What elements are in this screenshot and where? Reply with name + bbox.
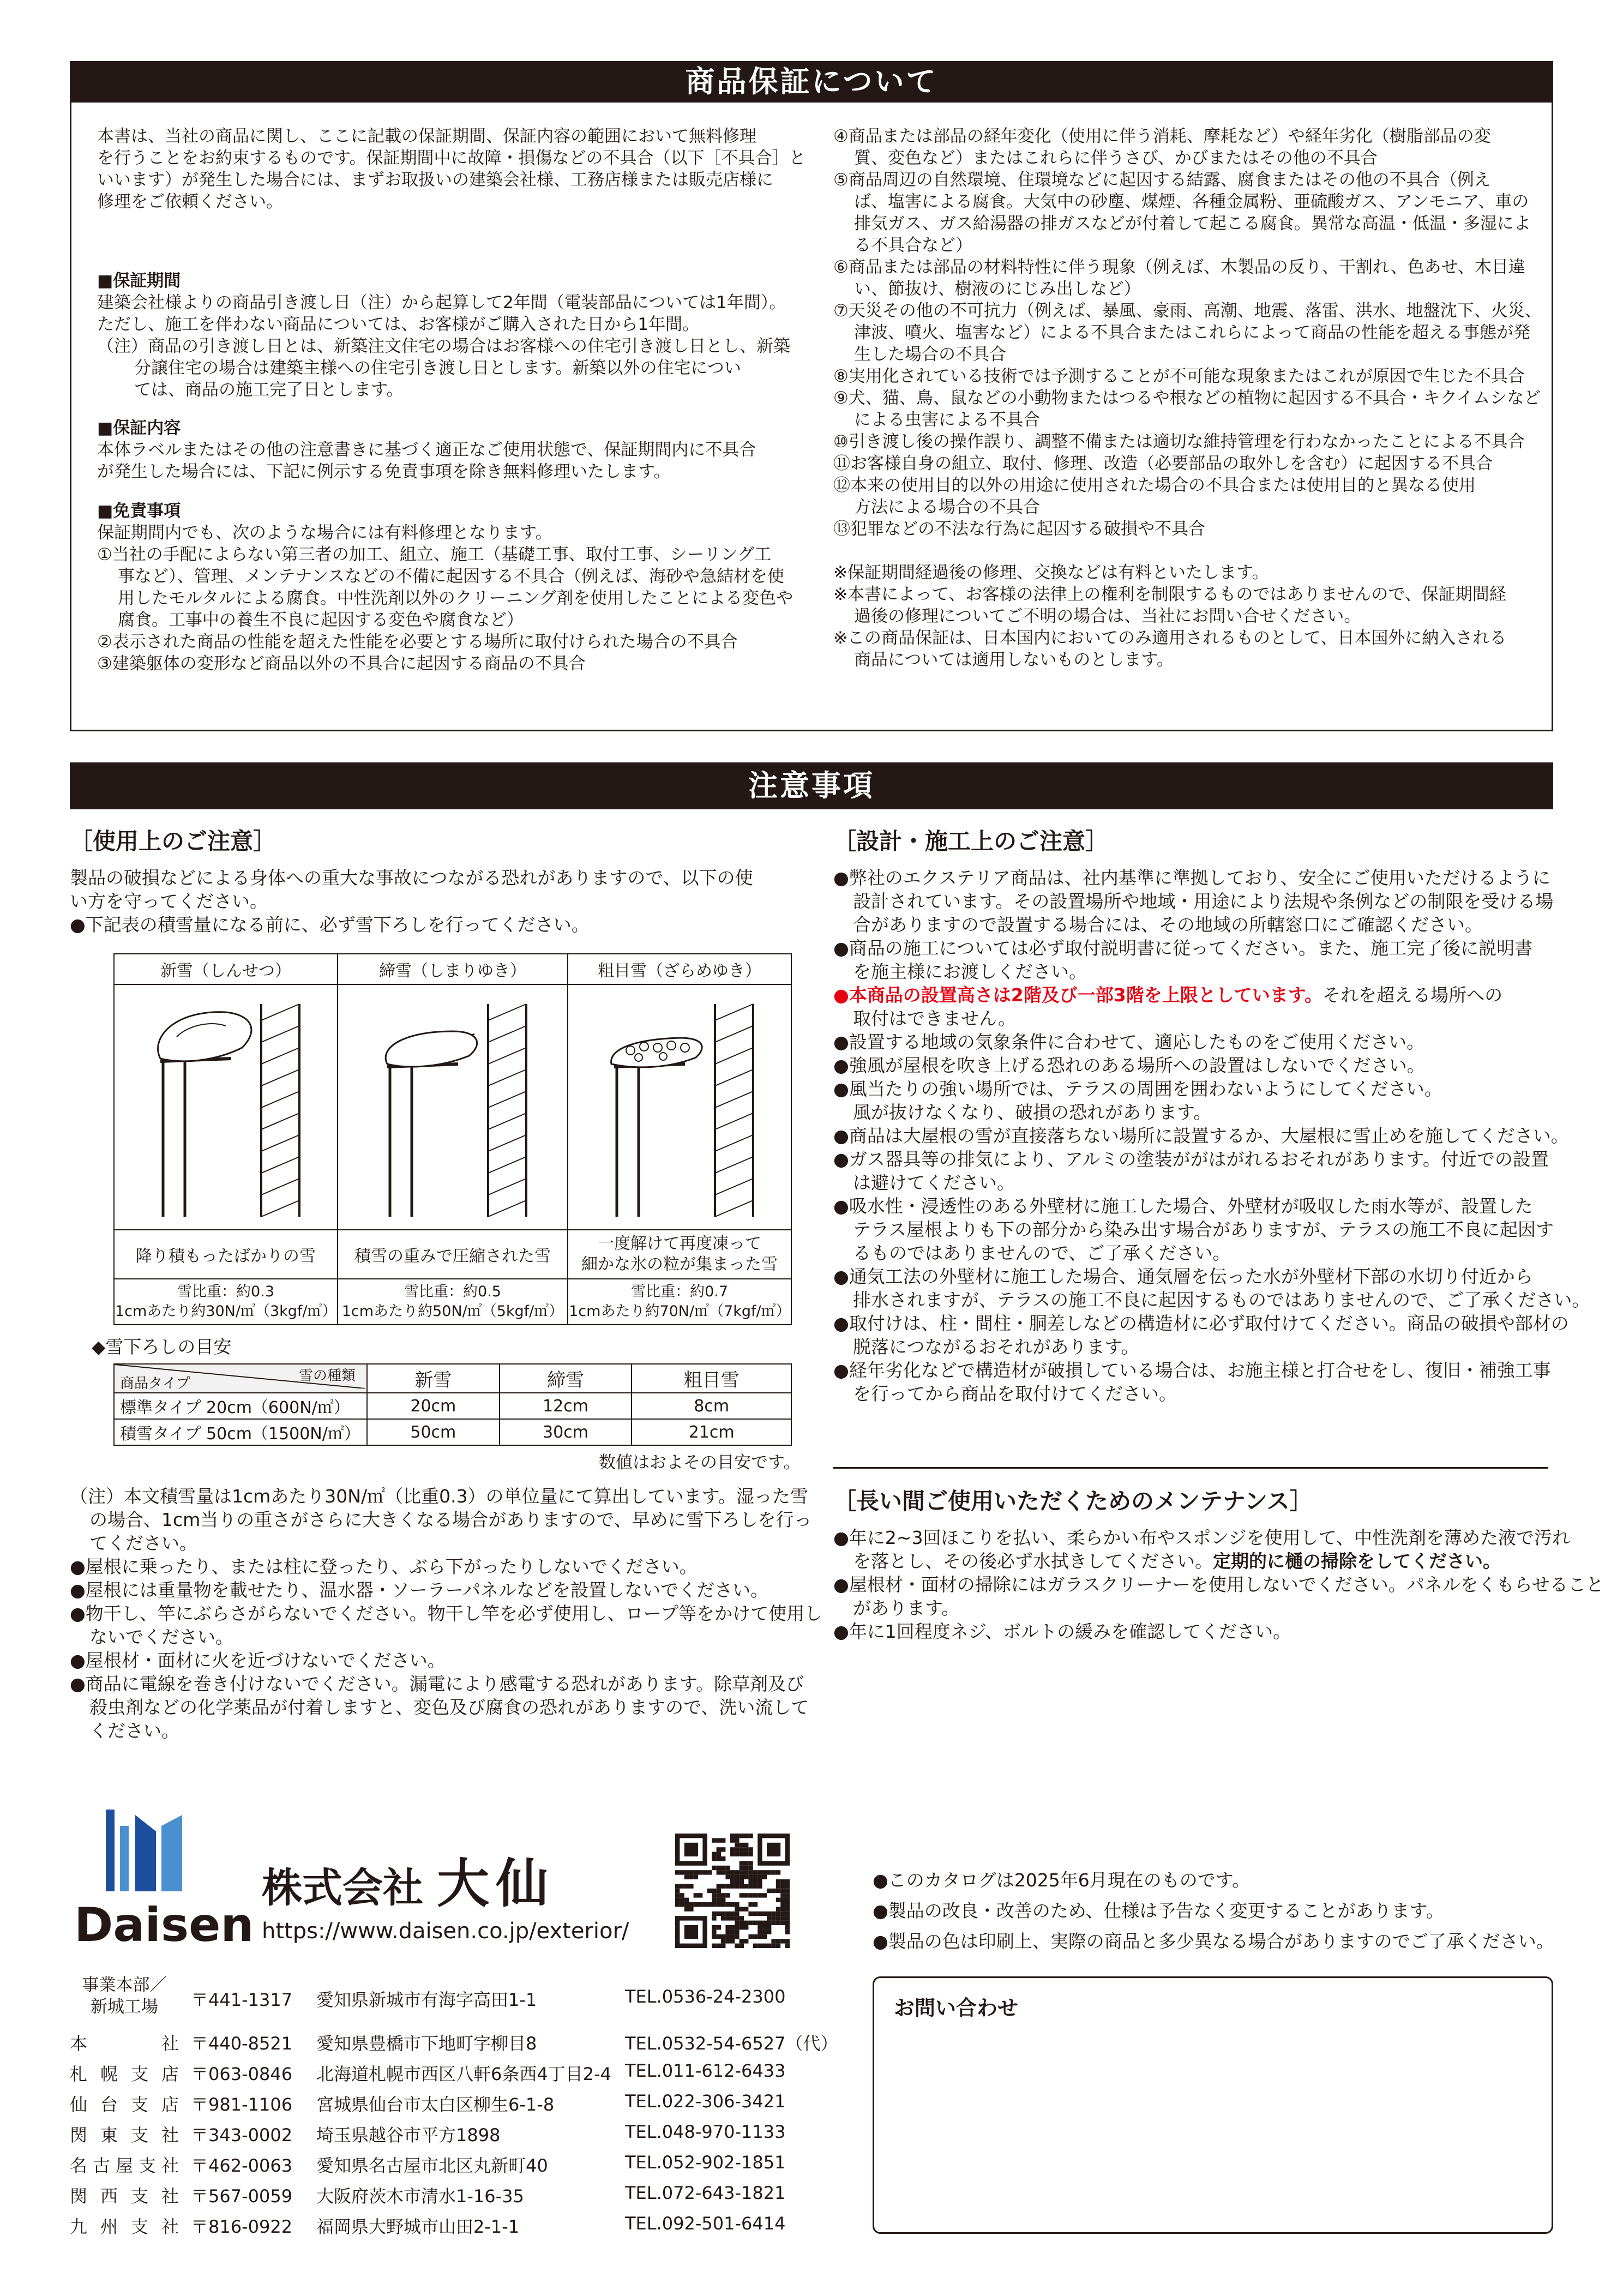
office-zip: 〒462-0063 [191, 2155, 293, 2176]
office-address: 埼玉県越谷市平方1898 [316, 2125, 501, 2145]
usage-line: てください。 [89, 1532, 197, 1554]
usage-line: ●屋根に乗ったり、または柱に登ったり、ぶら下がったりしないでください。 [70, 1556, 698, 1577]
warranty-right-column [833, 125, 1542, 671]
maintenance-line-a: を落とし、その後必ず水拭きしてください。 [853, 1550, 1213, 1572]
design-line: テラス屋根よりも下の部分から染み出す場合がありますが、テラスの施工不良に起因す [853, 1219, 1554, 1240]
content-line: が発生した場合には、下記に例示する免責事項を除き無料修理いたします。 [97, 462, 671, 482]
design-line: ●強風が屋根を吹き上げる恐れのある場所への設置はしないでください。 [833, 1055, 1425, 1076]
office-address: 大阪府茨木市清水1-16-35 [316, 2186, 524, 2207]
office-zip: 〒441-1317 [191, 1990, 293, 2010]
maintenance-line [833, 1549, 1553, 1573]
office-name-line: 事業本部／ [82, 1975, 167, 1995]
usage-line: の場合、1cm当りの重さがさらに大きくなる場合がありますので、早めに雪下ろしを行っ [89, 1509, 812, 1530]
design-line: ●通気工法の外壁材に施工した場合、通気層を伝った水が外壁材下部の水切り付近から [833, 1266, 1533, 1287]
office-row [70, 1974, 855, 2024]
office-tel: TEL.0532-54-6527（代） [625, 2033, 838, 2054]
warranty-intro-line: 修理をご依頼ください。 [97, 192, 283, 212]
design-line: ●弊社のエクステリア商品は、社内基準に準拠しており、安全にご使用いただけるように [833, 867, 1550, 888]
exempt-item-line: ⑬犯罪などの不法な行為に起因する破損や不具合 [833, 519, 1205, 539]
snow-gravity: 雪比重：約0.5 [404, 1283, 501, 1300]
design-line: ●商品の施工については必ず取付説明書に従ってください。また、施工完了後に説明書 [833, 937, 1533, 959]
usage-line: ないでください。 [89, 1626, 233, 1648]
guide-heading: ◆雪下ろしの目安 [92, 1336, 232, 1357]
office-rows [70, 2024, 855, 2238]
gutter-cleaning-emphasis: 定期的に樋の掃除をしてください。 [1213, 1550, 1501, 1572]
exempt-item-line: による虫害による不具合 [854, 410, 1040, 430]
office-tel: TEL.052-902-1851 [625, 2152, 786, 2173]
usage-heading: ［使用上のご注意］ [70, 828, 276, 855]
design-line: 合がありますので設置する場合には、その地域の所轄窓口にご確認ください。 [853, 914, 1483, 935]
maintenance-line: ●屋根材・面材の掃除にはガラスクリーナーを使用しないでください。パネルをくもらせること [833, 1574, 1604, 1595]
exempt-item-line: ⑪お客様自身の組立、取付、修理、改造（必要部品の取外しを含む）に起因する不具合 [833, 454, 1493, 473]
office-zip: 〒567-0059 [191, 2186, 293, 2207]
design-line: るものではありませんので、ご了承ください。 [853, 1242, 1231, 1264]
maintenance-heading: ［長い間ご使用いただくためのメンテナンス］ [833, 1488, 1313, 1514]
qr-code[interactable] [675, 1834, 790, 1948]
snow-header-new: 新雪（しんせつ） [114, 954, 338, 984]
maintenance-line: があります。 [853, 1597, 960, 1619]
office-name: 関 東 支 社 [70, 2125, 179, 2145]
design-line: ●取付けは、柱・間柱・胴差しなどの構造材に必ず取付けてください。商品の破損や部材の [833, 1313, 1569, 1334]
office-row [70, 2055, 855, 2085]
office-name: 札 幌 支 店 [70, 2064, 179, 2084]
warranty-note: ※本書によって、お客様の法律上の権利を制限するものではありませんので、保証期間経 [833, 585, 1506, 604]
company-name-main: 大仙 [437, 1853, 555, 1914]
exempt-item-line: ⑤商品周辺の自然環境、住環境などに起因する結露、腐食またはその他の不具合（例え [833, 170, 1491, 190]
office-row [70, 2116, 855, 2147]
warranty-note: ※この商品保証は、日本国内においてのみ適用されるものとして、日本国外に納入される [833, 628, 1507, 648]
usage-line: ●屋根には重量物を載せたり、温水器・ソーラーパネルなどを設置しないでください。 [70, 1579, 769, 1601]
exempt-item-line: 津波、噴火、塩害など）による不具合またはこれらによって商品の性能を超える事態が発 [854, 323, 1530, 342]
period-line: ては、商品の施工完了日とします。 [134, 380, 404, 400]
warranty-note: ※保証期間経過後の修理、交換などは有料といたします。 [833, 563, 1269, 582]
snow-desc-granular-line2: 細かな氷の粒が集まった雪 [581, 1255, 778, 1274]
catalog-note: ●このカタログは2025年6月現在のものです。 [873, 1870, 1251, 1891]
exempt-line: 腐食。工事中の養生不良に起因する変色や腐食など） [118, 610, 524, 630]
exempt-item-line: ば、塩害による腐食。大気中の砂塵、煤煙、各種金属粉、亜硫酸ガス、アンモニア、車の [854, 192, 1529, 212]
office-zip: 〒981-1106 [191, 2094, 293, 2115]
caution-title: 注意事項 [748, 768, 875, 803]
guide-cell: 50cm [367, 1419, 500, 1445]
design-line: ●ガス器具等の排気により、アルミの塗装ががはがれるおそれがあります。付近での設置 [833, 1149, 1549, 1170]
design-line: 設計されています。その設置場所や地域・用途により法規や条例などの制限を受ける場 [853, 891, 1554, 912]
design-line: ●吸水性・浸透性のある外壁材に施工した場合、外壁材が吸収した雨水等が、設置した [833, 1195, 1533, 1217]
office-zip: 〒343-0002 [191, 2125, 293, 2145]
usage-intro-line: ●下記表の積雪量になる前に、必ず雪下ろしを行ってください。 [70, 914, 590, 935]
period-line: ただし、施工を伴わない商品については、お客様がご購入された日から1年間。 [97, 315, 700, 334]
warranty-intro-line: いいます）が発生した場合には、まずお取扱いの建築会社様、工務店様または販売店様に [97, 170, 773, 190]
design-warning-tail: それを超える場所への [1323, 984, 1503, 1006]
snow-desc-new: 降り積もったばかりの雪 [114, 1230, 338, 1279]
guide-corner-bottom: 商品タイプ [120, 1375, 190, 1392]
exempt-item-line: ⑨犬、猫、鳥、鼠などの小動物またはつるや根などの植物に起因する不具合・キクイムシなど [833, 388, 1541, 408]
office-tel: TEL.048-970-1133 [625, 2121, 786, 2142]
exempt-item-line: 排気ガス、ガス給湯器の排ガスなどが付着して起こる腐食。異常な高温・低温・多湿によ [854, 214, 1531, 233]
office-tel: TEL.092-501-6414 [625, 2213, 786, 2234]
period-line: 建築会社様よりの商品引き渡し日（注）から起算して2年間（電装部品については1年間）。 [97, 293, 786, 312]
office-zip: 〒440-8521 [191, 2033, 293, 2054]
office-row [70, 2177, 855, 2208]
office-zip: 〒816-0922 [191, 2216, 293, 2237]
guide-col-new: 新雪 [367, 1364, 500, 1393]
office-address: 宮城県仙台市太白区柳生6-1-8 [316, 2094, 555, 2115]
office-address: 愛知県豊橋市下地町字柳目8 [316, 2033, 537, 2054]
usage-line: ●物干し、竿にぶらさがらないでください。物干し竿を必ず使用し、ロープ等をかけて使用し [70, 1603, 823, 1624]
warranty-intro-line: を行うことをお約束するものです。保証期間中に故障・損傷などの不具合（以下［不具合］と [97, 148, 806, 168]
guide-cell: 12cm [500, 1393, 632, 1419]
guide-corner-cell [114, 1364, 367, 1393]
guide-row-label: 標準タイプ 20cm（600N/㎡） [114, 1393, 367, 1419]
office-name-line: 新城工場 [91, 1997, 158, 2017]
exempt-item-line: 方法による場合の不具合 [854, 497, 1040, 517]
snow-spec-compact [338, 1279, 568, 1325]
company-name [262, 1842, 555, 1917]
design-line: ●風当たりの強い場所では、テラスの周囲を囲わないようにしてください。 [833, 1078, 1442, 1099]
catalog-notes [873, 1865, 1554, 1957]
snow-spec-new [114, 1279, 338, 1325]
guide-cell: 8cm [632, 1393, 791, 1419]
exempt-item-line: ⑦天災その他の不可抗力（例えば、暴風、豪雨、高潮、地震、落雷、洪水、地盤沈下、火災、 [833, 301, 1542, 321]
exempt-item-line: ⑫本来の使用目的以外の用途に使用された場合の不具合または使用目的と異なる使用 [833, 476, 1476, 495]
maintenance-section [833, 1483, 1604, 1643]
exempt-item-line: ⑥商品または部品の材料特性に伴う現象（例えば、木製品の反り、干割れ、色あせ、木目違 [833, 257, 1525, 277]
exempt-line: 保証期間内でも、次のような場合には有料修理となります。 [97, 523, 552, 543]
snow-type-table [113, 953, 792, 1325]
office-address: 福岡県大野城市山田2-1-1 [316, 2216, 520, 2237]
warranty-note: 商品については適用しないものとします。 [854, 650, 1174, 670]
warranty-title-bar [70, 61, 1553, 103]
catalog-note: ●製品の色は印刷上、実際の商品と多少異なる場合がありますのでご了承ください。 [873, 1931, 1554, 1952]
usage-intro-line: い方を守ってください。 [70, 891, 268, 912]
office-zip: 〒063-0846 [191, 2064, 293, 2084]
snow-roof-illustration [598, 988, 761, 1222]
office-tel: TEL.072-643-1821 [625, 2183, 786, 2203]
usage-line: ●商品に電線を巻き付けないでください。漏電により感電する恐れがあります。除草剤及び [70, 1673, 804, 1694]
design-line: 風が抜けなくなり、破損の恐れがあります。 [853, 1102, 1212, 1123]
maintenance-line: ●年に2~3回ほこりを払い、柔らかい布やスポンジを使用して、中性洗剤を薄めた液で汚れ [833, 1527, 1570, 1548]
guide-cell: 21cm [632, 1419, 791, 1445]
exempt-item-line: る不具合など） [854, 236, 972, 255]
usage-section [70, 824, 795, 936]
design-warning-line [833, 983, 1553, 1007]
office-row [70, 2208, 855, 2238]
snow-illustration-compact [338, 984, 568, 1230]
exempt-heading: ■免責事項 [97, 501, 181, 521]
exempt-item-line: ⑩引き渡し後の操作誤り、調整不備または適切な維持管理を行わなかったことによる不具合 [833, 432, 1525, 452]
design-line: を行ってから商品を取付けてください。 [853, 1383, 1177, 1404]
snow-load: 1cmあたり約70N/㎡（7kgf/㎡） [569, 1303, 791, 1320]
snow-header-compact: 締雪（しまりゆき） [338, 954, 568, 984]
guide-col-compact: 締雪 [500, 1364, 632, 1393]
design-section [833, 824, 1590, 1405]
office-tel: TEL.011-612-6433 [625, 2060, 786, 2081]
usage-intro-line: 製品の破損などによる身体への重大な事故につながる恐れがありますので、以下の使 [70, 867, 753, 888]
divider [833, 1467, 1548, 1469]
contact-box [873, 1976, 1553, 2234]
office-tel: TEL.0536-24-2300 [625, 1986, 786, 2007]
exempt-item-line: ⑧実用化されている技術では予測することが不可能な現象またはこれが原因で生じた不具合 [833, 366, 1525, 386]
guide-col-granular: 粗目雪 [632, 1364, 791, 1393]
snow-illustration-new [114, 984, 338, 1230]
design-line: 脱落につながるおそれがあります。 [853, 1336, 1139, 1357]
company-name-prefix: 株式会社 [262, 1865, 423, 1912]
office-list [70, 1974, 855, 2238]
snow-gravity: 雪比重：約0.3 [177, 1283, 274, 1300]
snow-roof-illustration [144, 988, 308, 1222]
office-address: 愛知県名古屋市北区丸新町40 [316, 2155, 548, 2176]
qr-code-icon [675, 1834, 790, 1948]
office-name: 九 州 支 社 [70, 2216, 179, 2237]
usage-line: （注）本文積雪量は1cmあたり30N/㎡（比重0.3）の単位量にて算出しています。湿った雪 [70, 1486, 808, 1507]
warranty-intro-line: 本書は、当社の商品に関し、ここに記載の保証期間、保証内容の範囲において無料修理 [97, 127, 756, 146]
content-heading: ■保証内容 [97, 418, 181, 438]
exempt-item-line: 質、変色など）またはこれらに伴うさび、かびまたはその他の不具合 [854, 148, 1378, 168]
snow-roof-illustration [371, 988, 534, 1222]
snow-desc-compact: 積雪の重みで圧縮された雪 [338, 1230, 568, 1279]
office-address: 愛知県新城市有海字高田1-1 [316, 1990, 537, 2010]
warranty-intro [97, 125, 806, 213]
office-tel: TEL.022-306-3421 [625, 2091, 786, 2112]
exempt-item-line: い、節抜け、樹液のにじみ出しなど） [854, 279, 1141, 299]
office-address: 北海道札幌市西区八軒6条西4丁目2-4 [316, 2064, 611, 2084]
period-line: （注）商品の引き渡し日とは、新築注文住宅の場合はお客様への住宅引き渡し日とし、新築 [97, 336, 790, 356]
office-row [70, 2085, 855, 2116]
warranty-left-column [97, 125, 806, 675]
period-heading: ■保証期間 [97, 271, 181, 291]
guide-cell: 20cm [367, 1393, 500, 1419]
snow-spec-granular [568, 1279, 791, 1325]
snow-load: 1cmあたり約30N/㎡（3kgf/㎡） [115, 1303, 337, 1320]
snow-desc-granular [568, 1230, 791, 1279]
warranty-title: 商品保証について [685, 64, 938, 99]
office-name: 名古屋支社 [70, 2155, 179, 2176]
snow-load: 1cmあたり約50N/㎡（5kgf/㎡） [341, 1303, 564, 1320]
snow-illustration-granular [568, 984, 791, 1230]
daisen-logo-text: Daisen [74, 1898, 254, 1952]
office-name: 関 西 支 社 [70, 2186, 179, 2207]
exempt-line: ①当社の手配によらない第三者の加工、組立、施工（基礎工事、取付工事、シーリング工 [97, 545, 772, 564]
guide-cell: 30cm [500, 1419, 632, 1445]
snow-header-granular: 粗目雪（ざらめゆき） [568, 954, 791, 984]
design-line: を施主様にお渡しください。 [853, 961, 1087, 982]
usage-line: ください。 [89, 1720, 179, 1741]
exempt-line: 用したモルタルによる腐食。中性洗剤以外のクリーニング剤を使用したことによる変色や [118, 588, 794, 608]
exempt-item-line: ④商品または部品の経年変化（使用に伴う消耗、摩耗など）や経年劣化（樹脂部品の変 [833, 127, 1491, 146]
office-name: 本 社 [70, 2033, 179, 2054]
guide-row-label: 積雪タイプ 50cm（1500N/㎡） [114, 1419, 367, 1445]
exempt-line: 事など）、管理、メンテナンスなどの不備に起因する不具合（例えば、海砂や急結材を使 [118, 567, 785, 586]
exempt-line: ③建築躯体の変形など商品以外の不具合に起因する商品の不具合 [97, 654, 586, 674]
installation-height-warning: ●本商品の設置高さは2階及び一部3階を上限としています。 [833, 984, 1323, 1006]
office-row [70, 2024, 855, 2055]
caution-title-bar [70, 762, 1553, 809]
period-line: 分譲住宅の場合は建築主様への住宅引き渡し日とします。新築以外の住宅につい [134, 358, 741, 378]
warranty-note: 過後の修理についてご不明の場合は、当社にお問い合せください。 [854, 606, 1361, 626]
snow-gravity: 雪比重：約0.7 [631, 1283, 729, 1300]
usage-notes [70, 1484, 823, 1742]
snow-desc-granular-line1: 一度解けて再度凍って [598, 1234, 762, 1253]
design-line: 排水されますが、テラスの施工不良に起因するものではありませんので、ご了承ください。 [853, 1289, 1590, 1311]
design-line: は避けてください。 [853, 1172, 1015, 1193]
usage-line: 殺虫剤などの化学薬品が付着しますと、変色及び腐食の恐れがありますので、洗い流して [89, 1697, 809, 1718]
contact-label: お問い合わせ [894, 1996, 1019, 2020]
guide-note: 数値はおよその目安です。 [599, 1453, 801, 1472]
design-line: ●経年劣化などで構造材が破損している場合は、お施主様と打合せをし、復旧・補強工事 [833, 1360, 1551, 1381]
office-name [70, 1974, 179, 2018]
guide-corner-top: 雪の種類 [298, 1368, 356, 1384]
design-line: ●設置する地域の気象条件に合わせて、適応したものをご使用ください。 [833, 1031, 1425, 1053]
design-line: 取付はできません。 [853, 1008, 1016, 1029]
content-line: 本体ラベルまたはその他の注意書きに基づく適正なご使用状態で、保証期間内に不具合 [97, 440, 756, 460]
usage-line: ●屋根材・面材に火を近づけないでください。 [70, 1650, 446, 1671]
maintenance-line: ●年に1回程度ネジ、ボルトの緩みを確認してください。 [833, 1621, 1291, 1642]
company-url[interactable]: https://www.daisen.co.jp/exterior/ [262, 1919, 629, 1944]
design-line: ●商品は大屋根の雪が直接落ちない場所に設置するか、大屋根に雪止めを施してください。 [833, 1125, 1569, 1146]
snow-removal-guide-table [113, 1363, 792, 1446]
exempt-line: ②表示された商品の性能を超えた性能を必要とする場所に取付けられた場合の不具合 [97, 632, 738, 652]
exempt-item-line: 生した場合の不具合 [854, 345, 1006, 364]
office-name: 仙 台 支 店 [70, 2094, 179, 2115]
daisen-logo [74, 1810, 254, 1957]
office-row [70, 2147, 855, 2177]
design-heading: ［設計・施工上のご注意］ [833, 828, 1109, 855]
catalog-note: ●製品の改良・改善のため、仕様は予告なく変更することがあります。 [873, 1900, 1444, 1921]
